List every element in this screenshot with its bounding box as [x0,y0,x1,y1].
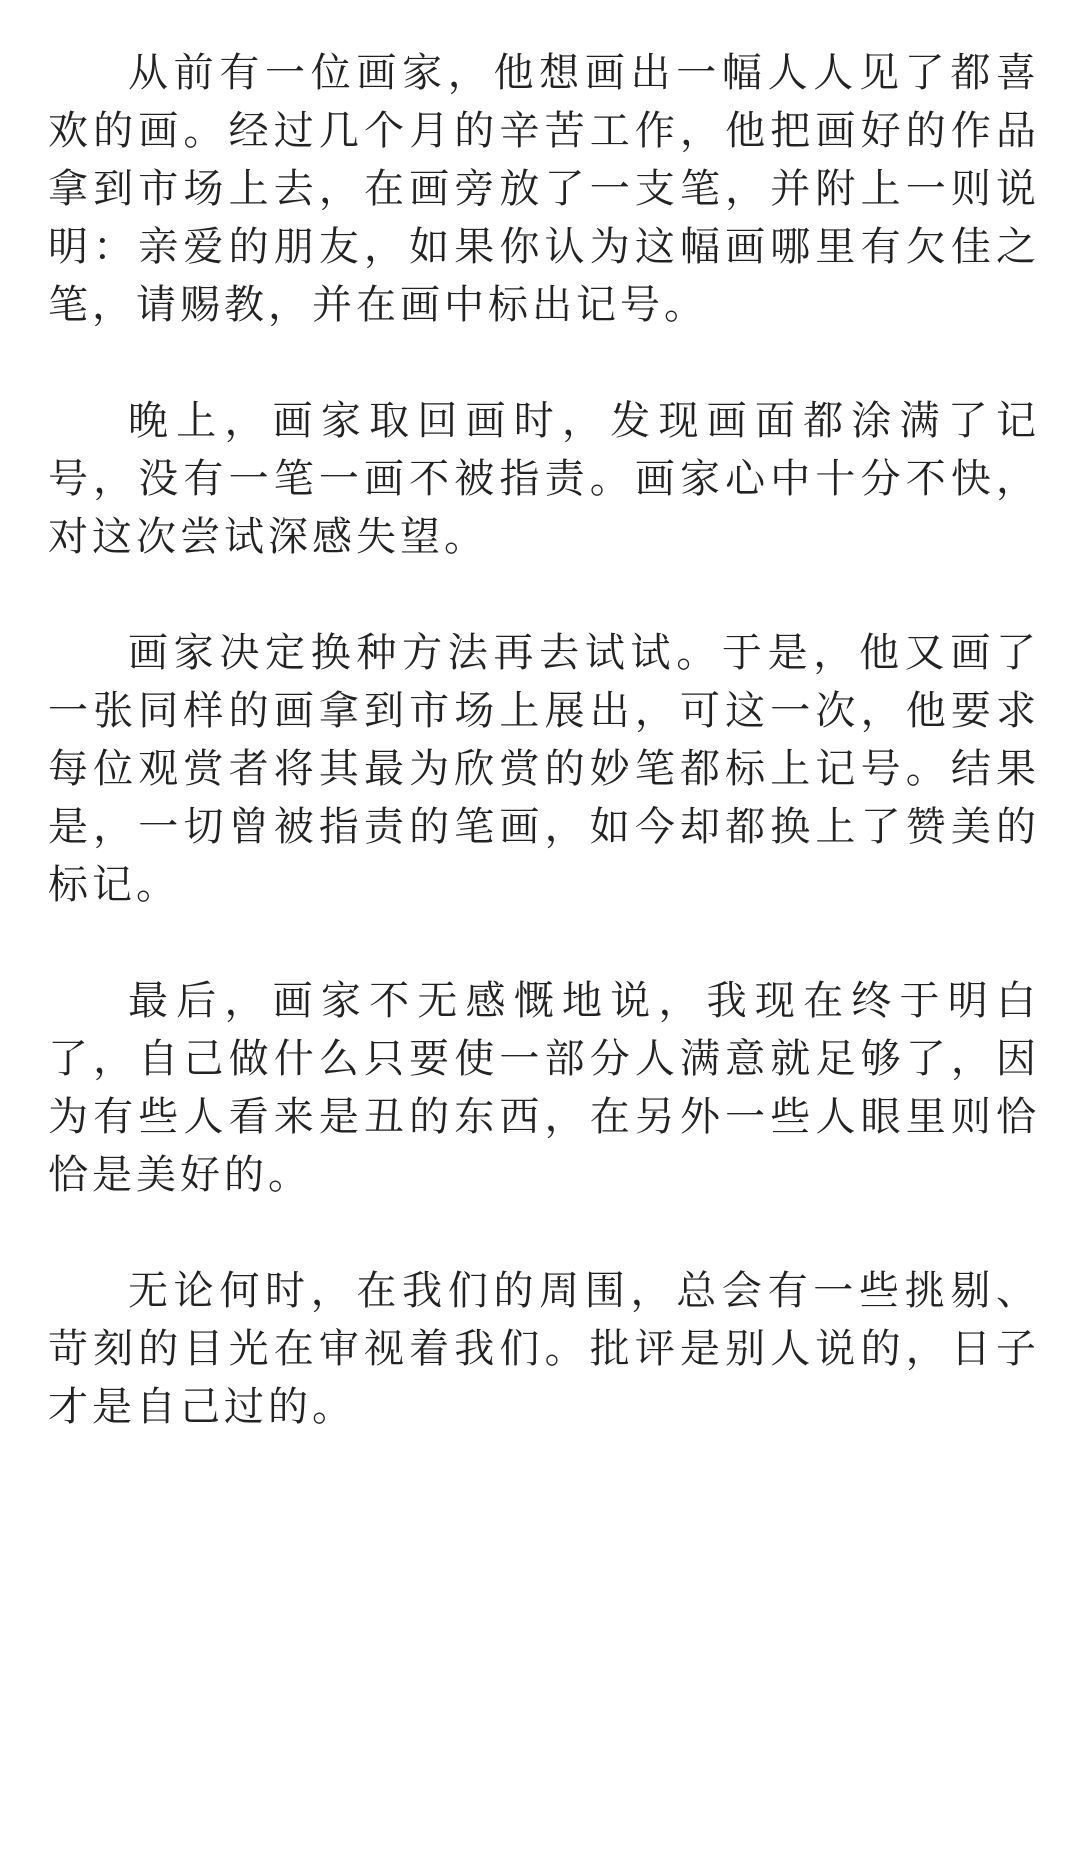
paragraph-4: 最后，画家不无感慨地说，我现在终于明白了，自己做什么只要使一部分人满意就足够了，因为有些人看来是丑的东西，在另外一些人眼里则恰恰是美好的。 [48,978,1040,1198]
paragraph-1: 从前有一位画家，他想画出一幅人人见了都喜欢的画。经过几个月的辛苦工作，他把画好的作品拿到市场上去，在画旁放了一支笔，并附上一则说明：亲爱的朋友，如果你认为这幅画哪里有欠佳之笔，请赐教，并在画中标出记号。 [48,50,1040,328]
article-body [48,44,1040,1436]
paragraph-5: 无论何时，在我们的周围，总会有一些挑剔、苛刻的目光在审视着我们。批评是别人说的，日子才是自己过的。 [48,1268,1040,1430]
paragraph-3: 画家决定换种方法再去试试。于是，他又画了一张同样的画拿到市场上展出，可这一次，他要求每位观赏者将其最为欣赏的妙笔都标上记号。结果是，一切曾被指责的笔画，如今却都换上了赞美的标记。 [48,630,1040,908]
paragraph-2: 晚上，画家取回画时，发现画面都涂满了记号，没有一笔一画不被指责。画家心中十分不快，对这次尝试深感失望。 [48,398,1040,560]
